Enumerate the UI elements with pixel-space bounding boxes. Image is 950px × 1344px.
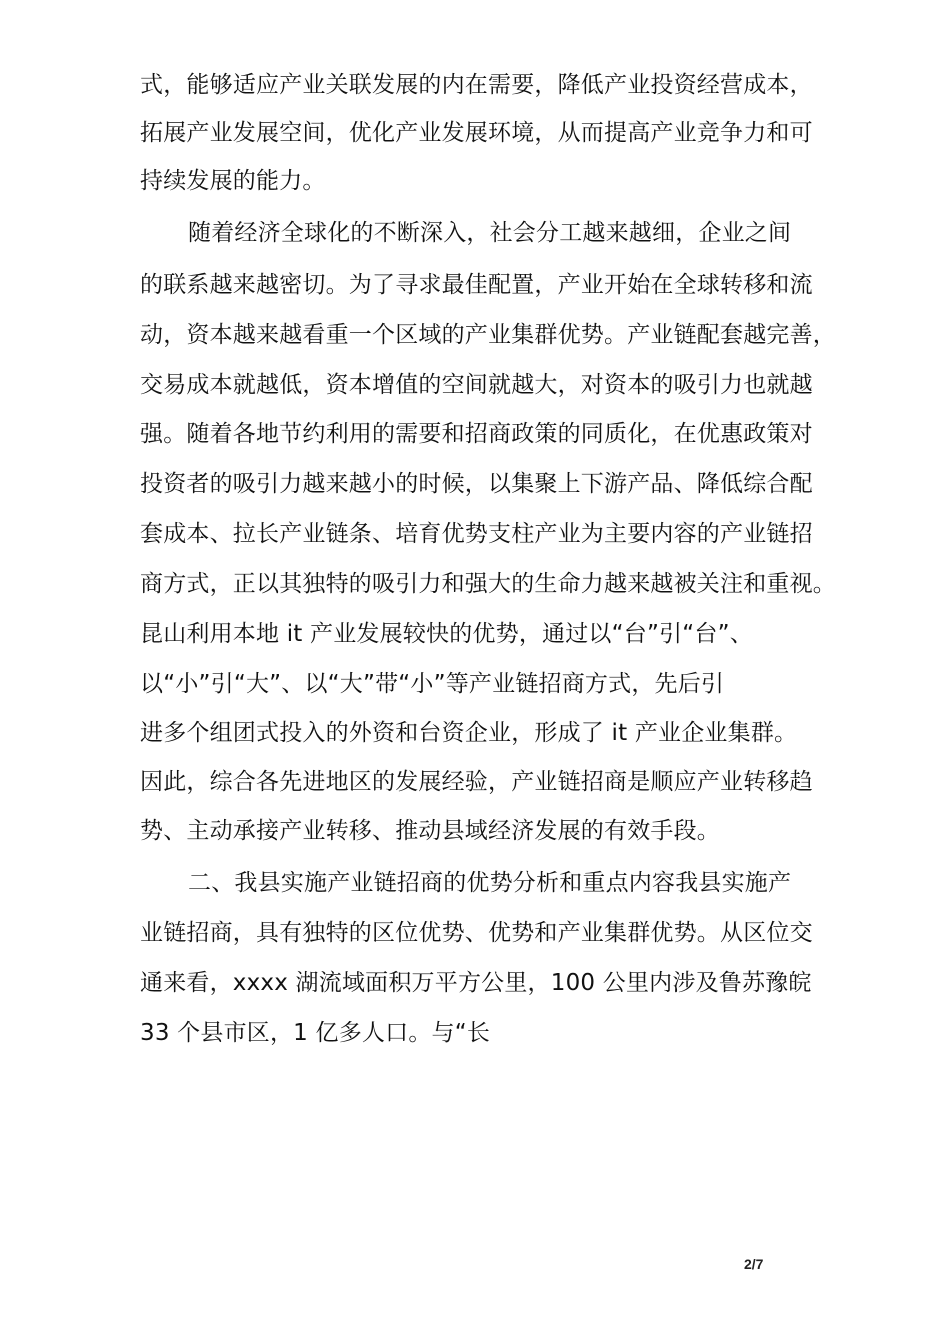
text-line: 因此，综合各先进地区的发展经验，产业链招商是顺应产业转移趋	[140, 769, 813, 795]
text-line: 通来看，xxxx 湖流域面积万平方公里，100 公里内涉及鲁苏豫皖	[140, 970, 812, 996]
text-line: 强。随着各地节约利用的需要和招商政策的同质化，在优惠政策对	[140, 421, 813, 447]
text-line: 投资者的吸引力越来越小的时候，以集聚上下游产品、降低综合配	[140, 471, 813, 497]
text-line: 昆山利用本地 it 产业发展较快的优势，通过以“台”引“台”、	[140, 621, 753, 647]
text-line: 业链招商，具有独特的区位优势、优势和产业集群优势。从区位交	[140, 920, 813, 946]
text-line: 的联系越来越密切。为了寻求最佳配置，产业开始在全球转移和流	[140, 272, 813, 298]
text-line: 套成本、拉长产业链条、培育优势支柱产业为主要内容的产业链招	[140, 521, 813, 547]
text-line: 交易成本就越低，资本增值的空间就越大，对资本的吸引力也就越	[140, 372, 813, 398]
text-line: 商方式，正以其独特的吸引力和强大的生命力越来越被关注和重视。	[140, 571, 836, 597]
paragraph-start-line: 随着经济全球化的不断深入，社会分工越来越细，企业之间	[188, 220, 792, 246]
text-line: 进多个组团式投入的外资和台资企业，形成了 it 产业企业集群。	[140, 720, 798, 746]
text-line: 33 个县市区，1 亿多人口。与“长	[140, 1020, 491, 1046]
text-line: 持续发展的能力。	[140, 168, 326, 194]
text-line: 以“小”引“大”、以“大”带“小”等产业链招商方式，先后引	[140, 671, 725, 697]
section-heading-line: 二、我县实施产业链招商的优势分析和重点内容我县实施产	[188, 870, 792, 896]
text-line: 式，能够适应产业关联发展的内在需要，降低产业投资经营成本，	[140, 72, 813, 98]
text-line: 势、主动承接产业转移、推动县域经济发展的有效手段。	[140, 818, 720, 844]
text-line: 拓展产业发展空间，优化产业发展环境，从而提高产业竞争力和可	[140, 120, 813, 146]
page-number: 2/7	[744, 1256, 764, 1272]
text-line: 动，资本越来越看重一个区域的产业集群优势。产业链配套越完善，	[140, 322, 836, 348]
